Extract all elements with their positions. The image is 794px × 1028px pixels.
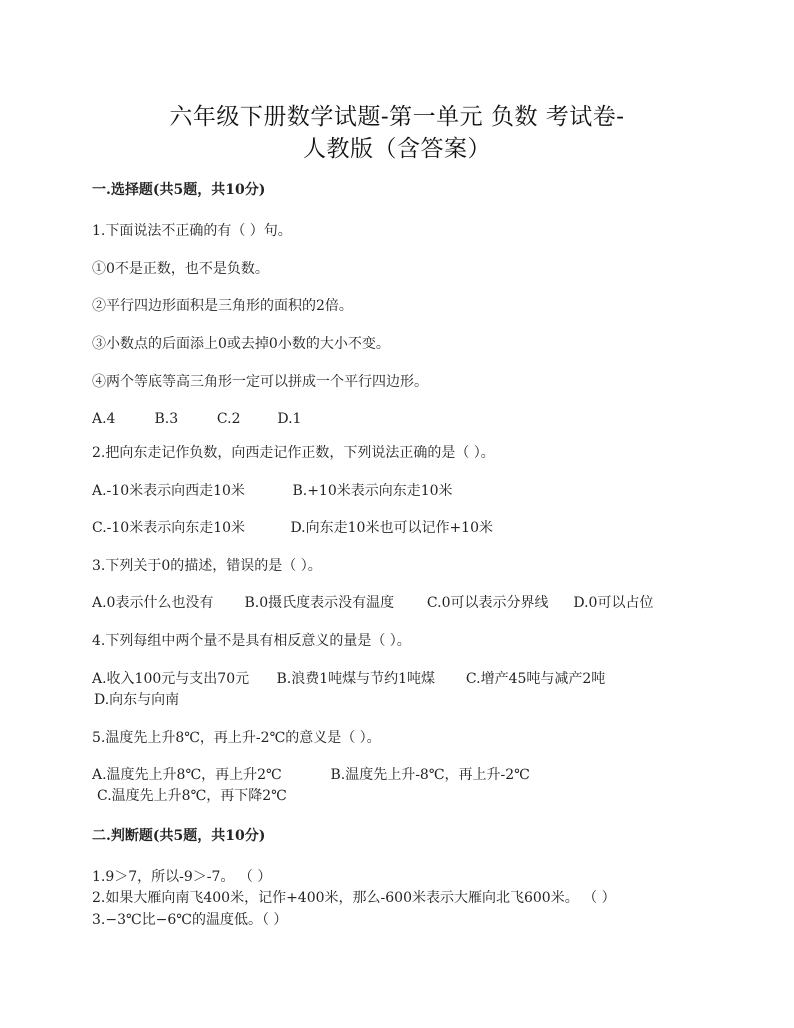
q1-option-b[interactable]: B.3 bbox=[154, 411, 179, 427]
q2-option-c[interactable]: C.-10米表示向东走10米 bbox=[92, 520, 246, 536]
judge-item-3: 3.−3℃比−6℃的温度低。（ ） bbox=[92, 912, 288, 928]
q5-option-b[interactable]: B.温度先上升-8℃，再上升-2℃ bbox=[330, 767, 530, 783]
q3-stem: 3.下列关于0的描述，错误的是（ ）。 bbox=[92, 558, 322, 574]
q1-options bbox=[92, 410, 301, 428]
q2-option-a[interactable]: A.-10米表示向西走10米 bbox=[92, 483, 245, 499]
section-2-heading: 二.判断题(共5题，共10分) bbox=[92, 828, 266, 844]
q4-option-c[interactable]: C.增产45吨与减产2吨 bbox=[465, 671, 606, 687]
q4-option-b[interactable]: B.浪费1吨煤与节约1吨煤 bbox=[276, 671, 436, 687]
q4-option-a[interactable]: A.收入100元与支出70元 bbox=[92, 671, 250, 687]
section-1-heading: 一.选择题(共5题，共10分) bbox=[92, 182, 266, 198]
q1-option-c[interactable]: C.2 bbox=[216, 411, 241, 427]
title-line-2: 人教版（含答案） bbox=[303, 136, 491, 162]
judge-item-1: 1.9＞7，所以-9＞-7。 （ ） bbox=[92, 869, 272, 885]
q4-option-d[interactable]: D.向东与向南 bbox=[94, 692, 180, 708]
q3-option-b[interactable]: B.0摄氏度表示没有温度 bbox=[244, 595, 395, 611]
q2-options-row-2 bbox=[92, 519, 493, 537]
q2-options-row-1 bbox=[92, 482, 453, 500]
q1-statement-2: ②平行四边形面积是三角形的面积的2倍。 bbox=[92, 298, 353, 314]
q5-stem: 5.温度先上升8℃，再上升-2℃的意义是（ ）。 bbox=[92, 730, 381, 746]
q1-option-a[interactable]: A.4 bbox=[92, 411, 116, 427]
q5-option-a[interactable]: A.温度先上升8℃，再上升2℃ bbox=[92, 767, 282, 783]
q2-stem: 2.把向东走记作负数，向西走记作正数，下列说法正确的是（ ）。 bbox=[92, 445, 495, 461]
judge-item-2: 2.如果大雁向南飞400米，记作+400米，那么-600米表示大雁向北飞600米。 （ ） bbox=[92, 890, 616, 906]
q5-options-row-1 bbox=[92, 766, 530, 784]
q3-options bbox=[92, 594, 653, 612]
q2-option-d[interactable]: D.向东走10米也可以记作+10米 bbox=[290, 520, 493, 536]
q2-option-b[interactable]: B.+10米表示向东走10米 bbox=[292, 483, 453, 499]
q5-option-c[interactable]: C.温度先上升8℃，再下降2℃ bbox=[97, 788, 287, 804]
title-line-1: 六年级下册数学试题-第一单元 负数 考试卷- bbox=[169, 104, 625, 130]
q1-statement-4: ④两个等底等高三角形一定可以拼成一个平行四边形。 bbox=[92, 374, 428, 390]
q3-option-a[interactable]: A.0表示什么也没有 bbox=[92, 595, 214, 611]
q1-statement-1: ①0不是正数，也不是负数。 bbox=[92, 261, 269, 277]
q1-stem: 1.下面说法不正确的有（ ）句。 bbox=[92, 223, 292, 239]
q4-options-row-1 bbox=[92, 670, 605, 688]
q1-option-d[interactable]: D.1 bbox=[277, 411, 302, 427]
q4-stem: 4.下列每组中两个量不是具有相反意义的量是（ ）。 bbox=[92, 633, 411, 649]
q3-option-d[interactable]: D.0可以占位 bbox=[573, 595, 654, 611]
q3-option-c[interactable]: C.0可以表示分界线 bbox=[426, 595, 549, 611]
q1-statement-3: ③小数点的后面添上0或去掉0小数的大小不变。 bbox=[92, 336, 390, 352]
